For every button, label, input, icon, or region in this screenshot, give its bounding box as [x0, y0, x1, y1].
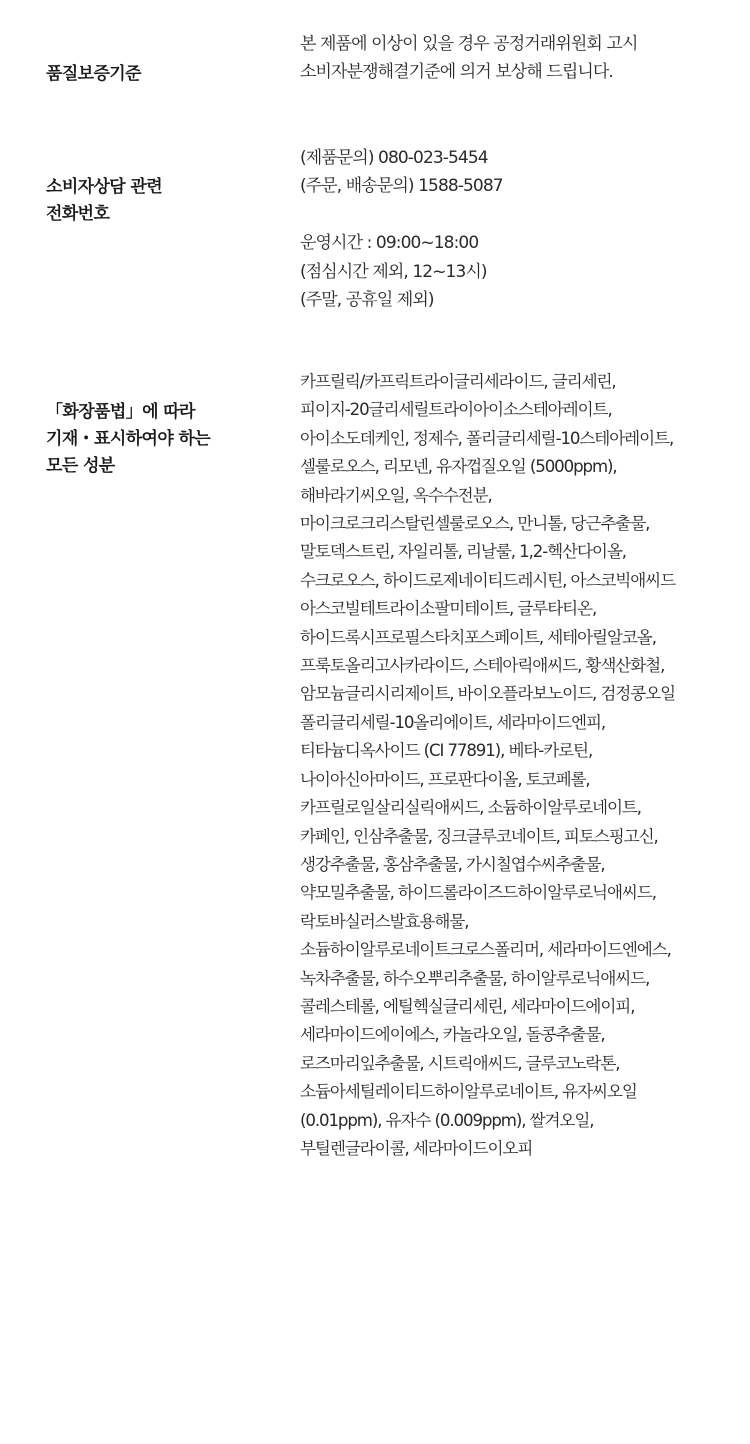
ingredients-line: 카프릴릭/카프릭트라이글리세라이드, 글리세린, — [300, 372, 616, 391]
ingredients-line: 말토덱스트린, 자일리톨, 리날룰, 1,2-헥산다이올, — [300, 542, 626, 562]
ingredients-line: 카프릴로일살리실릭애씨드, 소듐하이알루로네이트, — [300, 798, 641, 818]
ingredients-line: 해바라기씨오일, 옥수수전분, — [300, 485, 492, 505]
ingredients-line: 하이드록시프로필스타치포스페이트, 세테아릴알코올, — [300, 627, 656, 647]
ingredients-line: 생강추출물, 홍삼추출물, 가시칠엽수씨추출물, — [300, 854, 605, 874]
ingredients-line: 폴리글리세릴-10올리에이트, 세라마이드엔피, — [300, 712, 606, 732]
ingredients-line: 마이크로크리스탈린셀룰로오스, 만니톨, 당근추출물, — [300, 514, 650, 534]
ingredients-label-line: 기재・표시하여야 하는 — [46, 429, 211, 449]
ingredients-line: (0.01ppm), 유자수 (0.009ppm), 쌀겨오일, — [300, 1110, 594, 1130]
consumer-contact-label-line: 소비자상담 관련 — [46, 177, 163, 197]
ingredients-line: 약모밀추출물, 하이드롤라이즈드하이알루로닉애씨드, — [300, 883, 656, 903]
ingredients-line: 소듐하이알루로네이트크로스폴리머, 세라마이드엔에스, — [300, 940, 671, 960]
ingredients-line: 콜레스테롤, 에틸헥실글리세린, 세라마이드에이피, — [300, 996, 635, 1016]
ingredients-line: 프룩토올리고사카라이드, 스테아릭애씨드, 황색산화철, — [300, 656, 665, 676]
consumer-contact-label-line: 전화번호 — [46, 204, 110, 224]
ingredients-line: 락토바실러스발효용해물, — [300, 911, 469, 931]
ingredients-line: 부틸렌글라이콜, 세라마이드이오피 — [300, 1138, 533, 1158]
ingredients-line: 암모늄글리시리제이트, 바이오플라보노이드, 검정콩오일 — [300, 684, 676, 704]
consumer-contact-value — [300, 144, 740, 314]
ingredients-list — [300, 368, 740, 1163]
ingredients-line: 아이소도데케인, 정제수, 폴리글리세릴-10스테아레이트, — [300, 428, 674, 448]
operating-hours: 운영시간 : 09:00~18:00 — [300, 233, 479, 254]
quality-guarantee-line: 본 제품에 이상이 있을 경우 공정거래위원회 고시 — [300, 34, 638, 54]
order-inquiry-phone: (주문, 배송문의) 1588-5087 — [300, 176, 503, 197]
ingredients-line: 아스코빌테트라이소팔미테이트, 글루타티온, — [300, 599, 597, 619]
ingredients-line: 나이아신아마이드, 프로판다이올, 토코페롤, — [300, 769, 590, 789]
ingredients-line: 수크로오스, 하이드로제네이티드레시틴, 아스코빅애씨드 — [300, 570, 676, 590]
ingredients-line: 셀룰로오스, 리모넨, 유자껍질오일 (5000ppm), — [300, 457, 617, 477]
ingredients-line: 세라마이드에이에스, 카놀라오일, 돌콩추출물, — [300, 1025, 605, 1045]
ingredients-line: 소듐아세틸레이티드하이알루로네이트, 유자씨오일 — [300, 1082, 637, 1102]
ingredients-label-line: 「화장품법」에 따라 — [46, 402, 195, 422]
consumer-contact-label — [46, 174, 276, 228]
lunch-break-note: (점심시간 제외, 12~13시) — [300, 261, 487, 282]
ingredients-label-line: 모든 성분 — [46, 456, 115, 476]
product-inquiry-phone: (제품문의) 080-023-5454 — [300, 148, 488, 168]
ingredients-line: 피이지-20글리세릴트라이아이소스테아레이트, — [300, 400, 612, 420]
spacer — [300, 201, 740, 229]
holiday-note: (주말, 공휴일 제외) — [300, 290, 434, 311]
quality-guarantee-value — [300, 30, 740, 87]
ingredients-label — [46, 399, 276, 480]
ingredients-line: 티타늄디옥사이드 (CI 77891), 베타-카로틴, — [300, 741, 593, 761]
ingredients-line: 녹차추출물, 하수오뿌리추출물, 하이알루로닉애씨드, — [300, 968, 650, 988]
ingredients-line: 카페인, 인삼추출물, 징크글루코네이트, 피토스핑고신, — [300, 826, 658, 846]
quality-guarantee-line: 소비자분쟁해결기준에 의거 보상해 드립니다. — [300, 62, 613, 83]
quality-guarantee-label — [46, 61, 276, 88]
quality-guarantee-label-text: 품질보증기준 — [46, 64, 141, 84]
ingredients-line: 로즈마리잎추출물, 시트릭애씨드, 글루코노락톤, — [300, 1053, 620, 1073]
